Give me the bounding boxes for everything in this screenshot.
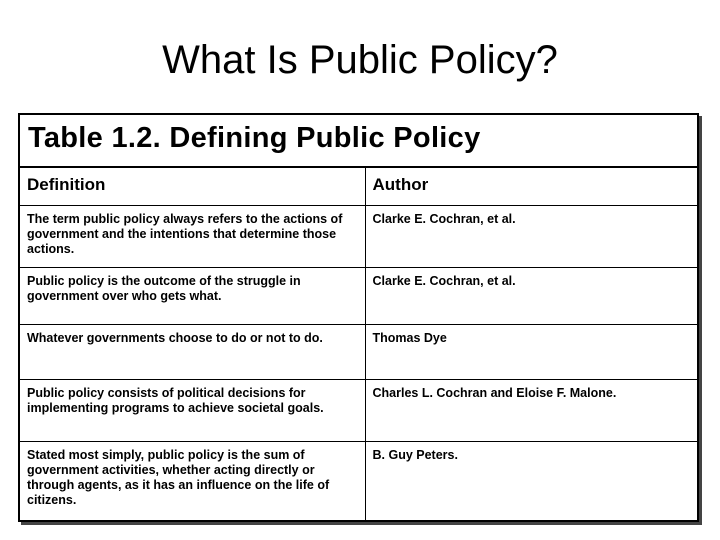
definitions-grid	[20, 168, 697, 520]
table-header-row	[20, 168, 697, 205]
table-row	[20, 324, 697, 379]
definition-cell: Public policy consists of political decisions for implementing programs to achieve societal goals.	[20, 379, 365, 441]
column-header-author: Author	[365, 168, 697, 205]
author-cell: Clarke E. Cochran, et al.	[365, 267, 697, 324]
definition-cell: Public policy is the outcome of the struggle in government over who gets what.	[20, 267, 365, 324]
table-row	[20, 379, 697, 441]
author-cell: Thomas Dye	[365, 324, 697, 379]
definition-cell: Stated most simply, public policy is the sum of government activities, whether acting directly or through agents, as it has an influence on the life of citizens.	[20, 441, 365, 520]
definition-cell: The term public policy always refers to the actions of government and the intentions that determine those actions.	[20, 205, 365, 267]
author-cell: Charles L. Cochran and Eloise F. Malone.	[365, 379, 697, 441]
table-row	[20, 205, 697, 267]
definition-cell: Whatever governments choose to do or not to do.	[20, 324, 365, 379]
author-cell: B. Guy Peters.	[365, 441, 697, 520]
table-row	[20, 441, 697, 520]
table-caption: Table 1.2. Defining Public Policy	[20, 115, 697, 168]
column-header-definition: Definition	[20, 168, 365, 205]
policy-definitions-table	[18, 113, 699, 522]
table-row	[20, 267, 697, 324]
page-title: What Is Public Policy?	[162, 38, 558, 82]
author-cell: Clarke E. Cochran, et al.	[365, 205, 697, 267]
